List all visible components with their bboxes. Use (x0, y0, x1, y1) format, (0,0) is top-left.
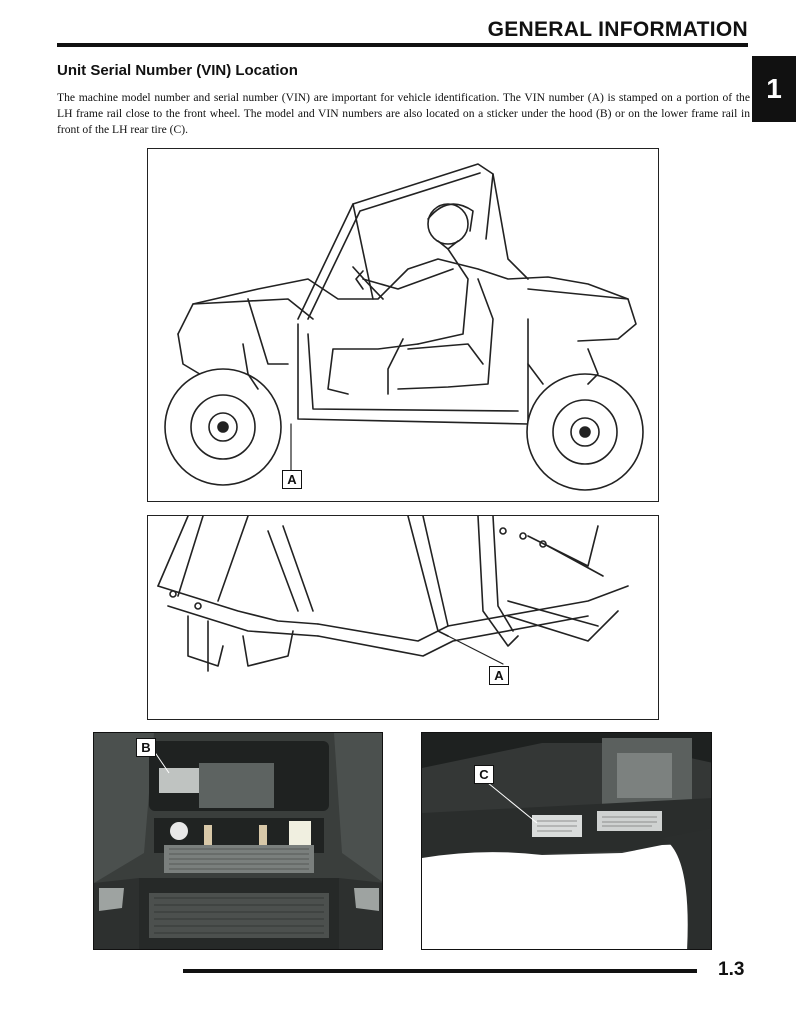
vehicle-side-view-figure (147, 148, 659, 502)
section-heading: Unit Serial Number (VIN) Location (57, 62, 298, 79)
sticker-callout-b: B (136, 738, 156, 757)
rail-sticker-photo (421, 732, 712, 950)
hood-sticker-photo (93, 732, 383, 950)
header-rule (57, 43, 748, 47)
footer-rule (183, 969, 697, 973)
chapter-tab: 1 (752, 56, 796, 122)
page-header-title: GENERAL INFORMATION (487, 18, 748, 41)
sticker-callout-c: C (474, 765, 494, 784)
frame-rail-detail-figure (147, 515, 659, 720)
vin-callout-a-vehicle: A (282, 470, 302, 489)
section-body-text: The machine model number and serial number (VIN) are important for vehicle identification. The VIN number (A) is stamped on a portion of the LH frame rail close to the front wheel. The model and VIN numbers are also located on a sticker under the hood (B) or on the lower frame rail in front of the LH rear tire (C). (57, 91, 750, 136)
vin-callout-a-frame: A (489, 666, 509, 685)
page-number: 1.3 (718, 959, 745, 980)
